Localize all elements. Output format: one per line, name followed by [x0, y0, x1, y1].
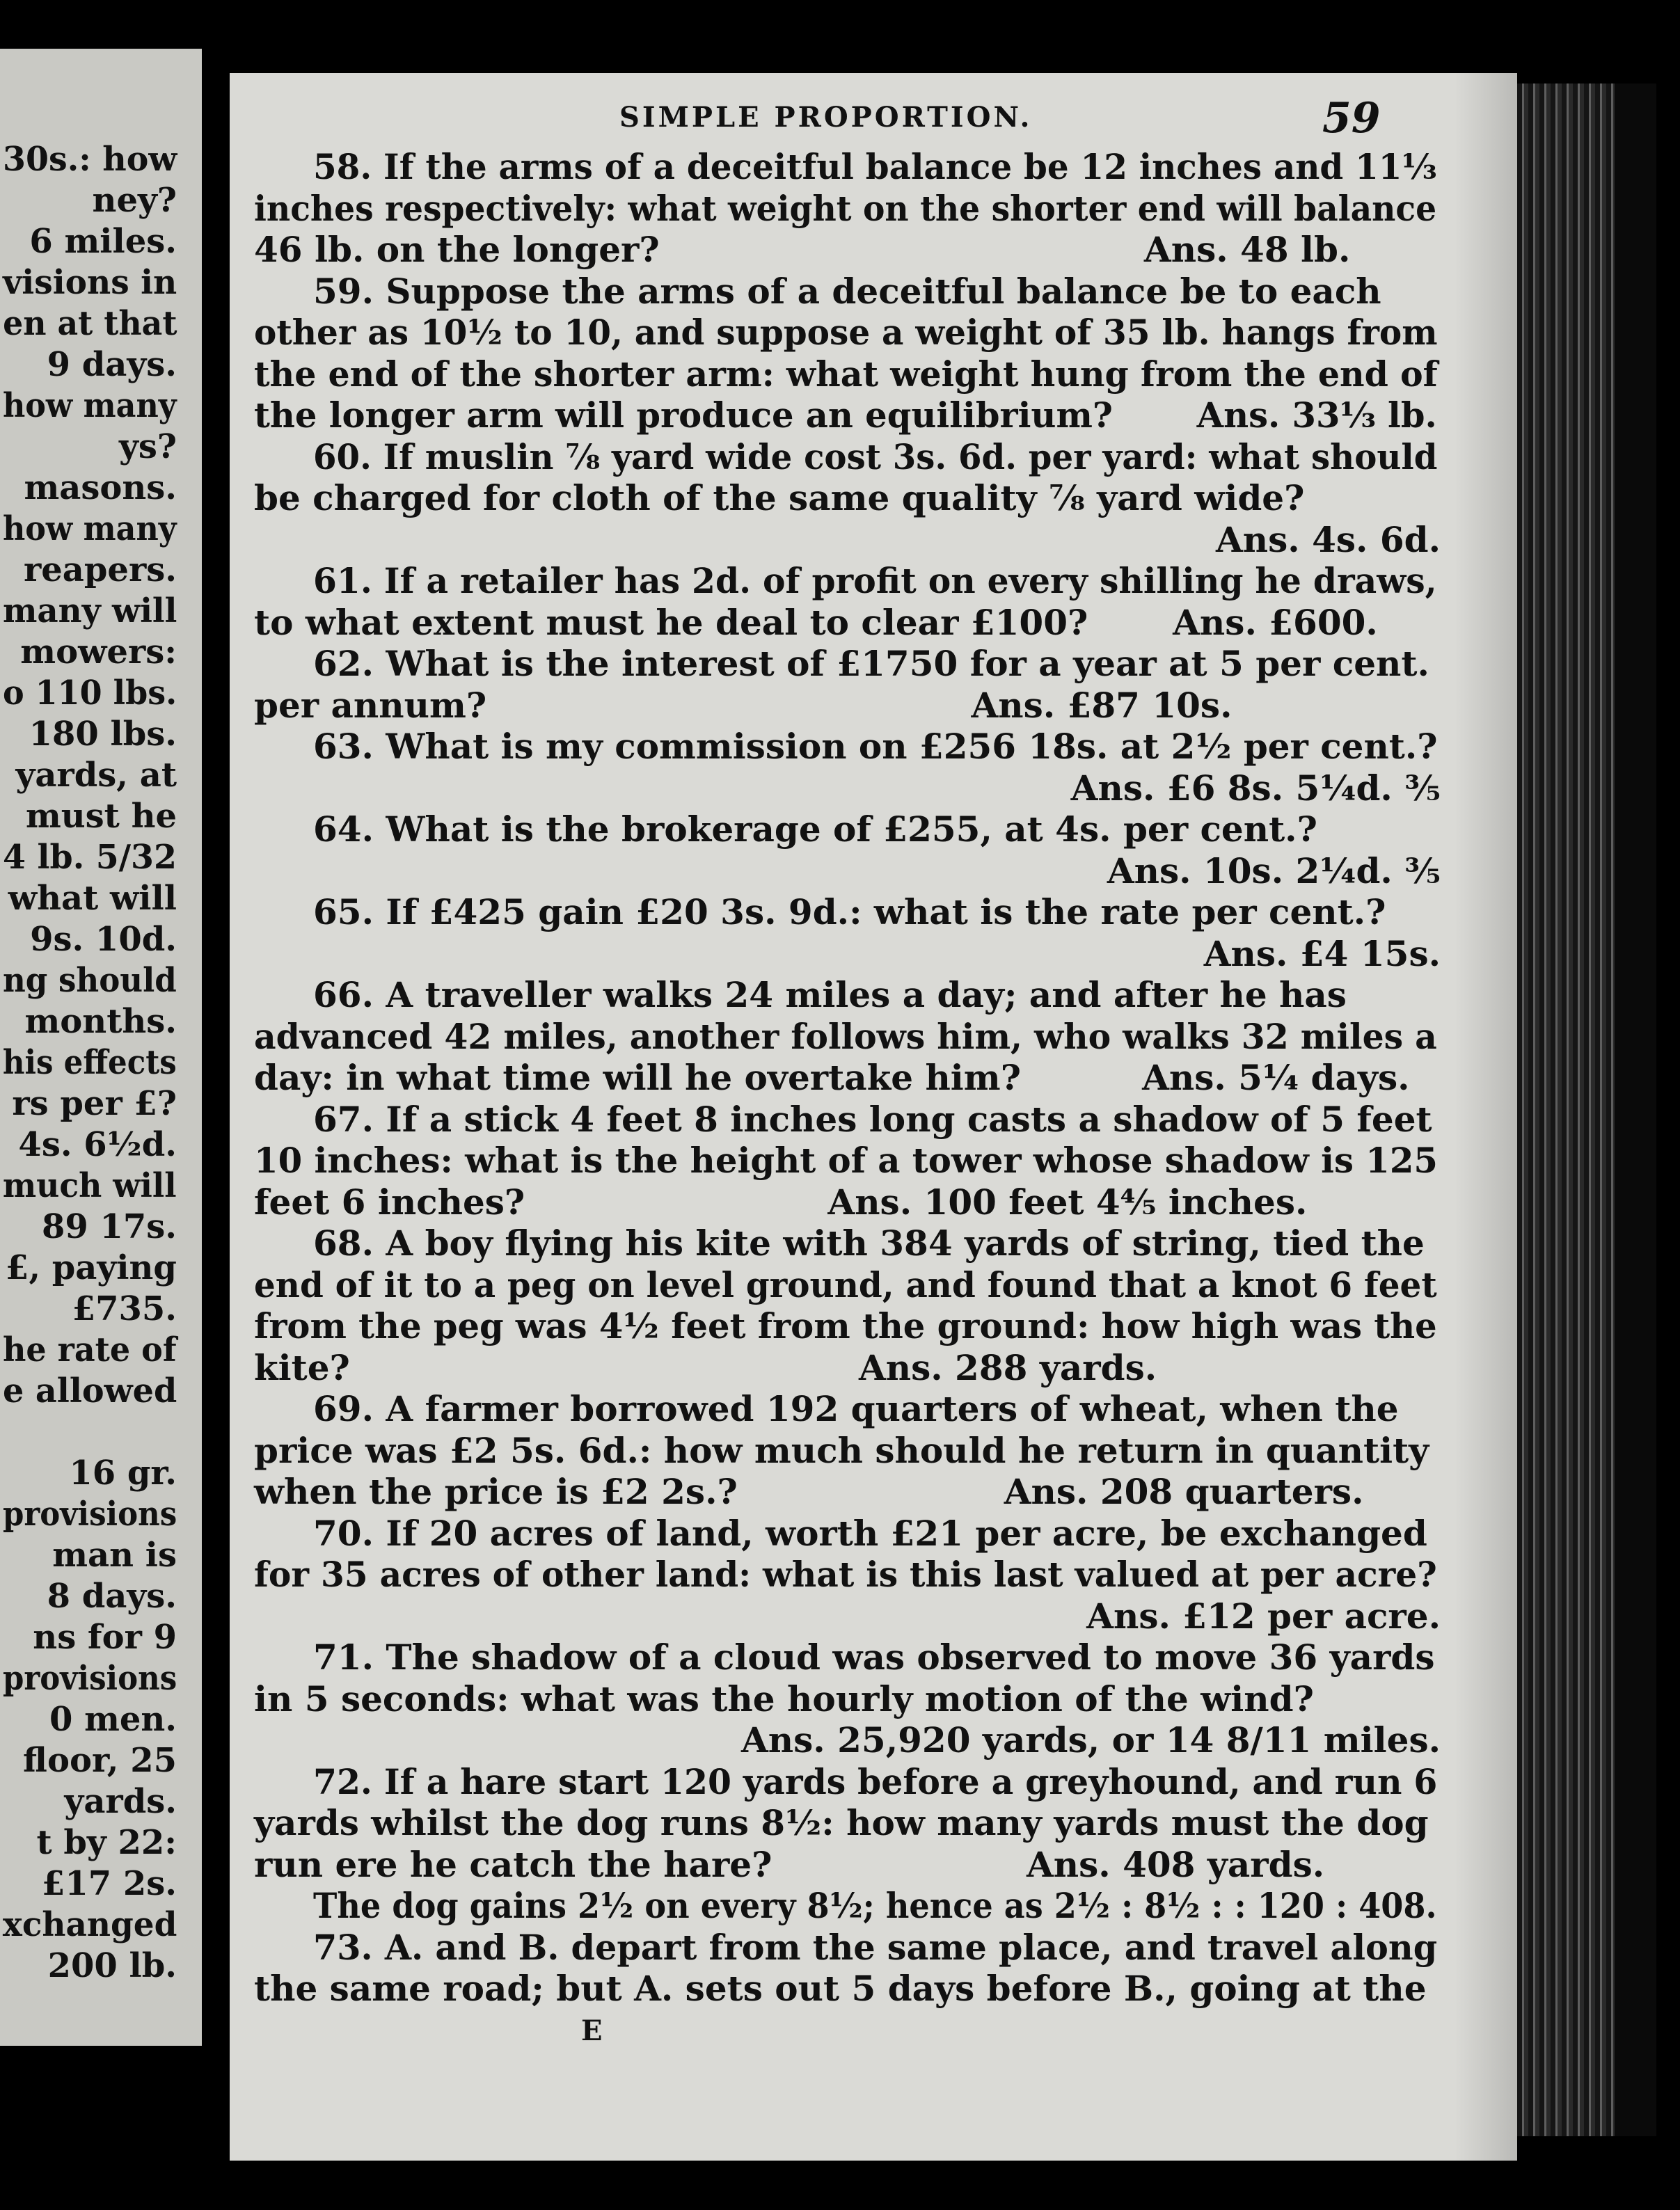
signature-mark: E: [581, 2014, 603, 2047]
left-column-line: 0 men.: [49, 1700, 177, 1739]
left-column-line: t by 22:: [36, 1823, 177, 1862]
left-column-line: provisions: [2, 1495, 177, 1534]
left-column-line: 4s. 6½d.: [18, 1125, 177, 1164]
left-column-line: 200 lb.: [47, 1946, 177, 1985]
text-line: price was £2 5s. 6d.: how much should he return in quantity: [254, 1429, 1429, 1471]
left-column-line: much will: [3, 1166, 177, 1205]
left-column-line: floor, 25: [23, 1741, 177, 1780]
page-shadow: [1455, 73, 1517, 2161]
text-line: 65. If £425 gain £20 3s. 9d.: what is the rate per cent.?: [313, 891, 1386, 932]
left-column-line: how many: [3, 386, 177, 425]
text-line: 46 lb. on the longer? Ans. 48 lb.: [254, 229, 1351, 270]
text-line: the longer arm will produce an equilibrium? Ans. 33⅓ lb.: [254, 395, 1437, 436]
text-line: day: in what time will he overtake him? Ans. 5¼ days.: [254, 1057, 1410, 1098]
left-column-line: reapers.: [23, 550, 177, 589]
left-column-line: what will: [8, 879, 177, 918]
book-page: [230, 73, 1517, 2161]
text-line: 67. If a stick 4 feet 8 inches long casts a shadow of 5 feet: [313, 1098, 1432, 1140]
text-line: in 5 seconds: what was the hourly motion of the wind?: [254, 1678, 1314, 1719]
text-line: 72. If a hare start 120 yards before a greyhound, and run 6: [313, 1760, 1438, 1802]
left-column-line: e allowed: [2, 1372, 177, 1410]
text-line: advanced 42 miles, another follows him, who walks 32 miles a: [254, 1015, 1437, 1057]
left-column-line: ys?: [118, 427, 177, 466]
left-column-line: 9s. 10d.: [30, 920, 177, 959]
text-line: 58. If the arms of a deceitful balance be 12 inches and 11⅓: [313, 146, 1437, 187]
left-column-line: 16 gr.: [69, 1454, 177, 1493]
left-column-line: ns for 9: [33, 1618, 177, 1657]
left-column-line: xchanged: [2, 1905, 177, 1944]
text-line: yards whilst the dog runs 8½: how many yards must the dog: [254, 1802, 1429, 1843]
left-column-line: yards.: [64, 1782, 177, 1821]
book-spine-shadow: [1615, 84, 1656, 2136]
text-line: feet 6 inches? Ans. 100 feet 4⅘ inches.: [254, 1181, 1308, 1223]
left-column-line: 9 days.: [47, 345, 177, 384]
text-line: 62. What is the interest of £1750 for a year at 5 per cent.: [313, 643, 1429, 684]
left-column-line: £735.: [72, 1289, 177, 1328]
text-line: to what extent must he deal to clear £100? Ans. £600.: [254, 601, 1378, 643]
left-column-line: 4 lb. 5/32: [2, 838, 177, 877]
text-line: from the peg was 4½ feet from the ground: how high was the: [254, 1305, 1437, 1346]
left-column-line: he rate of: [3, 1330, 177, 1369]
text-line: The dog gains 2½ on every 8½; hence as 2½ : 8½ : : 120 : 408.: [313, 1885, 1437, 1926]
text-line: 64. What is the brokerage of £255, at 4s. per cent.?: [313, 809, 1317, 850]
text-line: the same road; but A. sets out 5 days before B., going at the: [254, 1968, 1427, 2009]
text-line: 61. If a retailer has 2d. of profit on every shilling he draws,: [313, 560, 1437, 601]
text-line: inches respectively: what weight on the shorter end will balance: [254, 187, 1437, 229]
left-column-line: £17 2s.: [41, 1864, 177, 1903]
text-line: 68. A boy flying his kite with 384 yards of string, tied the: [313, 1223, 1425, 1264]
text-line: Ans. 4s. 6d.: [1215, 518, 1441, 560]
left-column-line: 8 days.: [47, 1577, 177, 1616]
left-column-line: man is: [52, 1536, 177, 1575]
text-line: for 35 acres of other land: what is this last valued at per acre?: [254, 1554, 1437, 1595]
left-column-line: provisions: [2, 1659, 177, 1698]
left-column-line: 6 miles.: [29, 222, 177, 261]
page-number: 59: [1322, 94, 1381, 143]
text-line: the end of the shorter arm: what weight hung from the end of: [254, 353, 1438, 395]
text-line: 73. A. and B. depart from the same place, and travel along: [313, 1926, 1438, 1968]
text-line: per annum? Ans. £87 10s.: [254, 684, 1233, 726]
text-line: 71. The shadow of a cloud was observed to move 36 yards: [313, 1637, 1435, 1678]
text-line: Ans. £6 8s. 5¼d. ⅗: [1070, 767, 1441, 809]
text-line: 10 inches: what is the height of a tower whose shadow is 125: [254, 1140, 1438, 1181]
left-column-line: masons.: [24, 468, 177, 507]
text-line: Ans. 10s. 2¼d. ⅗: [1107, 850, 1441, 891]
left-column-line: yards, at: [15, 756, 177, 795]
left-column-line: en at that: [2, 304, 177, 343]
text-line: 66. A traveller walks 24 miles a day; and after he has: [313, 974, 1347, 1015]
text-line: 70. If 20 acres of land, worth £21 per acre, be exchanged: [313, 1512, 1427, 1554]
text-line: 63. What is my commission on £256 18s. at 2½ per cent.?: [313, 726, 1438, 767]
text-line: 69. A farmer borrowed 192 quarters of wheat, when the: [313, 1388, 1399, 1429]
left-column-line: how many: [3, 509, 177, 548]
left-column-line: 30s.: how: [2, 140, 177, 179]
text-line: 59. Suppose the arms of a deceitful balance be to each: [313, 270, 1381, 312]
left-column-line: 180 lbs.: [29, 715, 177, 754]
left-page-fragment: [0, 49, 202, 2046]
text-line: end of it to a peg on level ground, and found that a knot 6 feet: [254, 1264, 1437, 1305]
left-column-line: visions in: [2, 263, 177, 302]
left-column-line: ng should: [3, 961, 177, 1000]
text-line: run ere he catch the hare? Ans. 408 yards.: [254, 1843, 1325, 1885]
left-column-line: rs per £?: [12, 1084, 177, 1123]
left-column-line: 89 17s.: [41, 1207, 177, 1246]
text-line: Ans. £4 15s.: [1203, 932, 1441, 974]
left-column-line: £, paying: [5, 1248, 177, 1287]
text-line: Ans. 25,920 yards, or 14 8/11 miles.: [741, 1719, 1441, 1760]
left-column-line: must he: [25, 797, 177, 836]
left-column-line: his effects: [3, 1043, 177, 1082]
left-column-line: ney?: [92, 181, 177, 220]
left-column-line: many will: [2, 591, 177, 630]
text-line: other as 10½ to 10, and suppose a weight of 35 lb. hangs from: [254, 312, 1438, 353]
running-header: SIMPLE PROPORTION.: [619, 101, 1033, 134]
text-line: be charged for cloth of the same quality ⅞ yard wide?: [254, 477, 1305, 518]
left-column-line: mowers:: [20, 633, 177, 671]
text-line: when the price is £2 2s.? Ans. 208 quarters.: [254, 1471, 1364, 1512]
text-line: 60. If muslin ⅞ yard wide cost 3s. 6d. per yard: what should: [313, 436, 1438, 477]
left-column-line: months.: [24, 1002, 177, 1041]
text-line: kite? Ans. 288 yards.: [254, 1346, 1157, 1388]
left-column-line: o 110 lbs.: [2, 674, 177, 713]
text-line: Ans. £12 per acre.: [1086, 1595, 1441, 1637]
